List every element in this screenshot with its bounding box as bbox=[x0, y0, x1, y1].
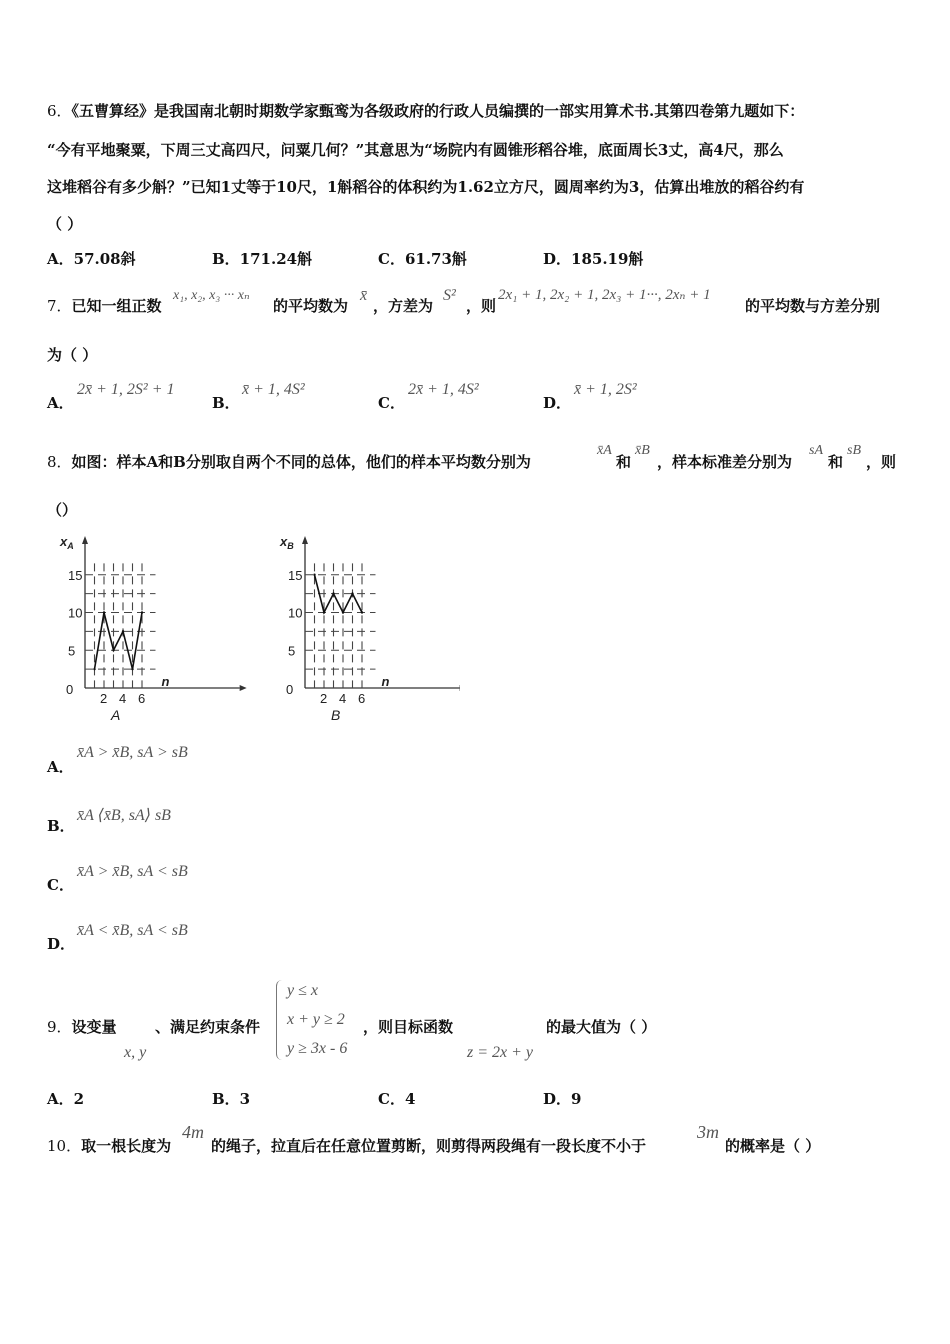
q8-option-c-math: x̄A > x̄B, sA < sB bbox=[77, 863, 188, 880]
chart-a-point-1 bbox=[93, 668, 95, 670]
chart-a-point-4 bbox=[122, 630, 124, 632]
q8-text-a: 如图：样本A和B分别取自两个不同的总体，他们的样本平均数分别为 bbox=[71, 453, 531, 471]
q10-number-text bbox=[47, 1136, 171, 1156]
chart-b-xtick-6: 6 bbox=[358, 691, 366, 706]
q7-text-c: ，方差为 bbox=[373, 297, 434, 315]
q7-text-a: 已知一组正数 bbox=[71, 297, 162, 315]
q6-option-a: A．57.08斜 bbox=[47, 250, 136, 268]
chart-b-origin: 0 bbox=[286, 682, 294, 697]
q7-text-d: ，则 bbox=[466, 297, 497, 315]
chart-b-y-arrow bbox=[302, 536, 308, 544]
chart-b-ytick-5: 5 bbox=[288, 643, 296, 659]
chart-a-point-2 bbox=[103, 611, 105, 613]
q8-line2: （） bbox=[47, 501, 78, 519]
q10-text-c: 的概率是（ ） bbox=[725, 1137, 821, 1155]
chart-b-point-1 bbox=[313, 574, 315, 576]
chart-a-ytick-5: 5 bbox=[68, 643, 76, 659]
q9-constraint-2: x + y ≥ 2 bbox=[287, 1011, 345, 1028]
q7-number: 7． bbox=[47, 297, 72, 315]
q10-text-a: 取一根长度为 bbox=[81, 1137, 172, 1155]
chart-a-series-line bbox=[95, 613, 143, 670]
q8-text-d: 和 bbox=[828, 453, 844, 471]
chart-b-point-4 bbox=[342, 611, 344, 613]
q8-number-text bbox=[47, 452, 531, 472]
chart-a-point-5 bbox=[131, 668, 133, 670]
chart-a-point-3 bbox=[112, 649, 114, 651]
q8-option-d-math: x̄A < x̄B, sA < sB bbox=[77, 922, 188, 939]
chart-a-ytick-15: 15 bbox=[68, 567, 83, 583]
q8-option-a-label: A． bbox=[47, 758, 74, 776]
chart-b-title: B bbox=[331, 707, 341, 723]
q8-text-b: 和 bbox=[616, 453, 632, 471]
q6-option-c: C．61.73斛 bbox=[378, 250, 467, 268]
q9-text-b: 、满足约束条件 bbox=[155, 1018, 261, 1036]
chart-b-xtick-4: 4 bbox=[339, 691, 347, 706]
q9-text-c: ，则目标函数 bbox=[363, 1018, 454, 1036]
q8-option-a-math: x̄A > x̄B, sA > sB bbox=[77, 744, 188, 761]
q6-line4: （ ） bbox=[47, 215, 83, 233]
q8-option-d-label: D． bbox=[47, 935, 76, 953]
q8-option-b-label: B． bbox=[47, 817, 75, 835]
q9-math-vars: x, y bbox=[124, 1044, 147, 1061]
q7-option-c-label: C． bbox=[378, 394, 405, 412]
q7-option-b-math: x̄ + 1, 4S² bbox=[242, 381, 305, 398]
q6-option-b: B．171.24斛 bbox=[212, 250, 313, 268]
q7-line2: 为（ ） bbox=[47, 346, 98, 364]
q8-text-e: ，则 bbox=[866, 453, 897, 471]
q7-option-a-math: 2x̄ + 1, 2S² + 1 bbox=[77, 381, 175, 398]
q8-number: 8． bbox=[47, 453, 72, 471]
q9-number: 9． bbox=[47, 1018, 72, 1036]
q9-option-d: D．9 bbox=[543, 1090, 582, 1108]
chart-a-xlabel: n bbox=[161, 674, 170, 689]
q6-text-1: 《五曹算经》是我国南北朝时期数学家甄鸾为各级政府的行政人员编撰的一部实用算术书.其第四卷第九题如下： bbox=[71, 102, 805, 120]
q7-option-b-label: B． bbox=[212, 394, 240, 412]
q10-math-len: 4m bbox=[182, 1122, 204, 1142]
q7-number-text bbox=[47, 296, 162, 316]
q8-text-c: ，样本标准差分别为 bbox=[657, 453, 793, 471]
q9-constraint-3: y ≥ 3x - 6 bbox=[287, 1040, 348, 1057]
chart-b-xlabel: n bbox=[381, 674, 390, 689]
q8-math-xa: x̄A bbox=[597, 443, 612, 458]
q9-math-obj: z = 2x + y bbox=[467, 1044, 534, 1061]
q10-math-len2: 3m bbox=[697, 1122, 719, 1142]
chart-a-xtick-6: 6 bbox=[138, 691, 146, 706]
chart-b-ylabel: $x_B$ bbox=[280, 534, 294, 551]
q9-text-a: 设变量 bbox=[71, 1018, 117, 1036]
chart-a-ytick-10: 10 bbox=[68, 605, 83, 621]
chart-a-xtick-4: 4 bbox=[119, 691, 127, 706]
q8-math-xb: x̄B bbox=[635, 443, 650, 458]
chart-a-point-6 bbox=[141, 611, 143, 613]
q8-math-sb: sB bbox=[847, 443, 861, 458]
chart-a-x-arrow bbox=[240, 685, 247, 691]
q7-text-b: 的平均数为 bbox=[273, 297, 349, 315]
q6-line2: “今有平地聚粟，下周三丈高四尺，问粟几何？”其意思为“场院内有圆锥形稻谷堆，底面周长3丈，高4尺，那么 bbox=[47, 141, 784, 159]
q7-option-a-label: A． bbox=[47, 394, 74, 412]
chart-a-ylabel: $x_A$ bbox=[60, 534, 74, 551]
chart-a-y-arrow bbox=[82, 536, 88, 544]
chart-b-ytick-15: 15 bbox=[288, 567, 303, 583]
q7-math-var: S² bbox=[443, 287, 456, 304]
q6-number: 6． bbox=[47, 102, 72, 120]
q10-number: 10． bbox=[47, 1137, 82, 1155]
chart-a-title: A bbox=[111, 707, 121, 723]
q7-option-c-math: 2x̄ + 1, 4S² bbox=[408, 381, 479, 398]
q9-text-d: 的最大值为（ ） bbox=[546, 1018, 657, 1036]
q10-text-b: 的绳子，拉直后在任意位置剪断，则剪得两段绳有一段长度不小于 bbox=[211, 1137, 647, 1155]
q6-option-d: D．185.19斛 bbox=[543, 250, 644, 268]
q8-option-b-math: x̄A ⟨x̄B, sA⟩ sB bbox=[77, 807, 171, 824]
chart-b-ytick-10: 10 bbox=[288, 605, 303, 621]
q6-line1 bbox=[47, 101, 804, 121]
chart-b-point-3 bbox=[332, 592, 334, 594]
q9-constraint-1: y ≤ x bbox=[287, 982, 318, 999]
chart-b-point-6 bbox=[361, 611, 363, 613]
q8-math-sa: sA bbox=[809, 443, 823, 458]
chart-b-point-2 bbox=[323, 611, 325, 613]
chart-b-point-5 bbox=[351, 592, 353, 594]
chart-b-xtick-2: 2 bbox=[320, 691, 328, 706]
q8-option-c-label: C． bbox=[47, 876, 74, 894]
q7-option-d-math: x̄ + 1, 2S² bbox=[574, 381, 637, 398]
chart-a-xtick-2: 2 bbox=[100, 691, 108, 706]
q6-line3: 这堆稻谷有多少斛？”已知1丈等于10尺，1斛稻谷的体积约为1.62立方尺，圆周率约为3，估算出堆放的稻谷约有 bbox=[47, 178, 805, 196]
q9-option-b: B．3 bbox=[212, 1090, 251, 1108]
q7-text-e: 的平均数与方差分别 bbox=[745, 297, 881, 315]
q7-math-seq2: 2x₁ + 1, 2x₂ + 1, 2x₃ + 1···, 2xₙ + 1 bbox=[498, 287, 711, 303]
q7-option-d-label: D． bbox=[543, 394, 572, 412]
q9-option-c: C．4 bbox=[378, 1090, 416, 1108]
q9-constraint-brace bbox=[276, 980, 283, 1060]
chart-a-origin: 0 bbox=[66, 682, 74, 697]
q9-option-a: A．2 bbox=[47, 1090, 85, 1108]
q9-number-text bbox=[47, 1017, 117, 1037]
q8-figure bbox=[40, 530, 460, 730]
q7-math-mean: x̄ bbox=[360, 287, 368, 304]
q7-math-seq: x₁, x₂, x₃ ··· xₙ bbox=[173, 288, 250, 303]
